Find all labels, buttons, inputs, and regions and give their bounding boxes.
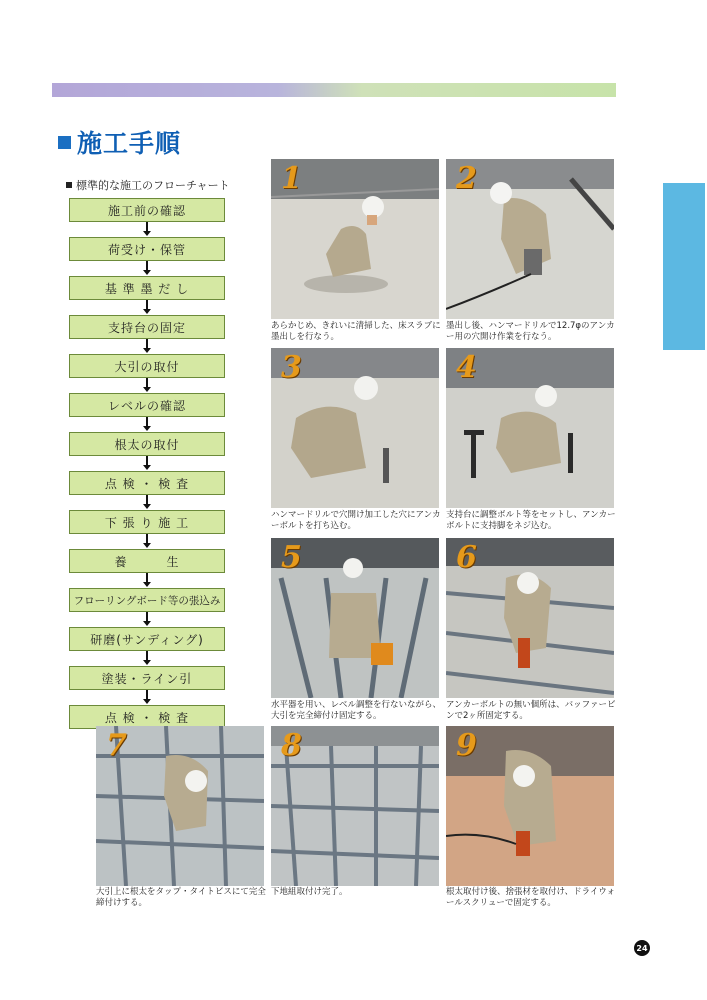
flow-step: レベルの確認 [69,393,225,417]
flow-step: 荷受け・保管 [69,237,225,261]
flow-arrow-icon [69,573,225,588]
flow-step: 点 検 ・ 検 査 [69,471,225,495]
flow-arrow-icon [69,534,225,549]
step-number: 4 [456,350,477,385]
flow-step: 基 準 墨 だ し [69,276,225,300]
flow-step: 養 生 [69,549,225,573]
step-photo-2 [446,159,614,319]
step-number: 1 [281,161,302,196]
flow-step: 下 張 り 施 工 [69,510,225,534]
photo-caption: 大引上に根太をタップ・タイトビスにて完全締付けする。 [96,887,266,908]
page-title-text: 施工手順 [77,129,182,158]
step-number: 2 [456,161,477,196]
flowchart-heading [66,177,230,193]
photo-caption: 根太取付け後、捨張材を取付け、ドライウォールスクリューで固定する。 [446,887,616,908]
flow-arrow-icon [69,651,225,666]
step-number: 3 [281,350,302,385]
step-photo-6 [446,538,614,698]
flow-arrow-icon [69,612,225,627]
photo-caption: 墨出し後、ハンマードリルで12.7φのアンカー用の穴開け作業を行なう。 [446,321,615,342]
flow-step: 研磨(サンディング) [69,627,225,651]
section-index-tab [663,183,705,350]
flow-arrow-icon [69,456,225,471]
flow-step: フローリングボード等の張込み [69,588,225,612]
flow-step: 支持台の固定 [69,315,225,339]
step-number: 8 [281,728,302,763]
photo-caption: アンカーボルトの無い個所は、バッファービンで2ヶ所固定する。 [446,700,616,721]
step-photo-5 [271,538,439,698]
step-number: 7 [106,728,127,763]
flow-arrow-icon [69,339,225,354]
flow-arrow-icon [69,222,225,237]
step-number: 9 [456,728,477,763]
step-photo-3 [271,348,439,508]
step-photo-9 [446,726,614,886]
flowchart-heading-text: 標準的な施工のフローチャート [76,179,230,192]
photo-caption: 水平器を用い、レベル調整を行ないながら、大引を完全締付け固定する。 [271,700,442,721]
title-square-icon [58,136,71,149]
flow-arrow-icon [69,690,225,705]
step-number: 5 [281,540,302,575]
flow-step: 点 検 ・ 検 査 [69,705,225,729]
step-photo-4 [446,348,614,508]
heading-square-icon [66,182,72,188]
page-number: 24 [634,940,650,956]
step-number: 6 [456,540,477,575]
flow-step: 大引の取付 [69,354,225,378]
flow-step: 施工前の確認 [69,198,225,222]
photo-caption: ハンマードリルで穴開け加工した穴にアンカーボルトを打ち込む。 [271,510,441,531]
flow-step: 根太の取付 [69,432,225,456]
photo-caption: 支持台に調整ボルト等をセットし、アンカーボルトに支持脚をネジ込む。 [446,510,616,531]
flow-arrow-icon [69,261,225,276]
flowchart [69,198,225,729]
page-title [58,124,181,160]
flow-arrow-icon [69,378,225,393]
flow-arrow-icon [69,495,225,510]
flow-step: 塗装・ライン引 [69,666,225,690]
header-color-band [52,83,616,97]
photo-caption: 下地組取付け完了。 [271,887,348,897]
step-photo-7 [96,726,264,886]
flow-arrow-icon [69,300,225,315]
step-photo-8 [271,726,439,886]
photo-caption: あらかじめ、きれいに清掃した、床スラブに墨出しを行なう。 [271,321,441,342]
step-photo-1 [271,159,439,319]
flow-arrow-icon [69,417,225,432]
